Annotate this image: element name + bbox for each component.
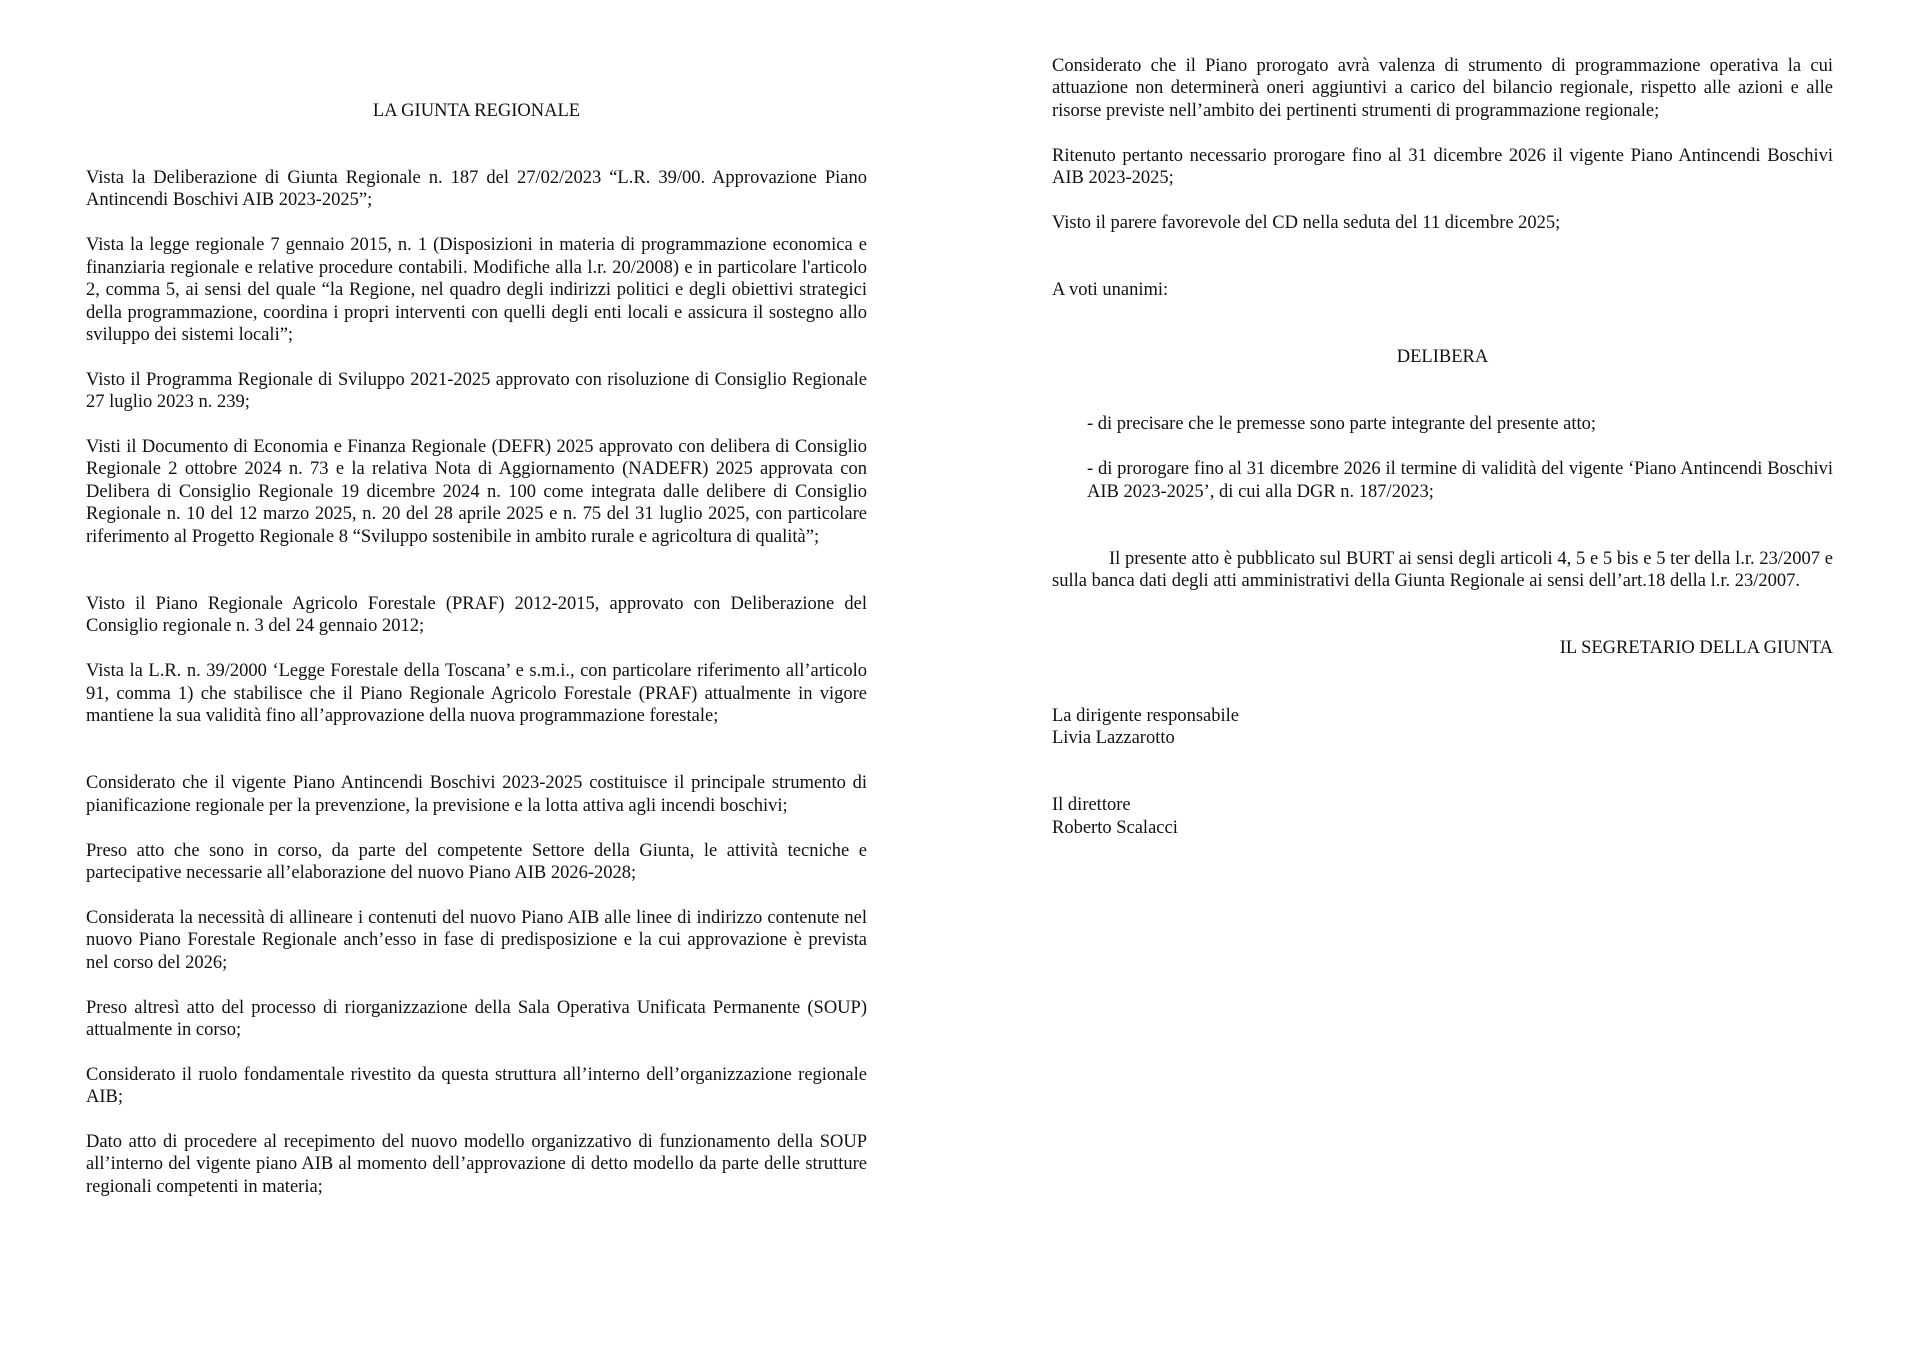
premise-paragraph: Considerato che il Piano prorogato avrà valenza di strumento di programmazione operativa la cui attuazione non determinerà oneri aggiuntivi a carico del bilancio regionale, rispetto alle azioni e alle risorse previste nell’ambito dei pertinenti strumenti di programmazione regionale; (1052, 56, 1833, 121)
resolution-item: - di precisare che le premesse sono parte integrante del presente atto; (1087, 414, 1597, 435)
premise-paragraph: Visto il Piano Regionale Agricolo Forestale (PRAF) 2012-2015, approvato con Deliberazione del Consiglio regionale n. 3 del 24 gennaio 2012; (86, 594, 867, 637)
premise-paragraph: Vista la Deliberazione di Giunta Regionale n. 187 del 27/02/2023 “L.R. 39/00. Approvazione Piano Antincendi Boschivi AIB 2023-2025”; (86, 168, 867, 211)
signatory-name: Livia Lazzarotto (1052, 728, 1175, 749)
vote-line: A voti unanimi: (1052, 280, 1169, 300)
signatory-role: La dirigente responsabile (1052, 705, 1239, 726)
signatory-name: Roberto Scalacci (1052, 817, 1178, 838)
signatory-block (1052, 705, 1833, 750)
premise-paragraph: Preso altresì atto del processo di riorganizzazione della Sala Operativa Unificata Permanente (SOUP) attualmente in corso; (86, 997, 867, 1040)
premise-paragraph: Considerato il ruolo fondamentale rivestito da questa struttura all’interno dell’organizzazione regionale AIB; (86, 1064, 867, 1108)
premise-paragraph: Vista la L.R. n. 39/2000 ‘Legge Forestale della Toscana’ e s.m.i., con particolare riferimento all’articolo 91, comma 1) che stabilisce che il Piano Regionale Agricolo Forestale (PRAF) attualmente in vigore mantiene la sua validità fino all’approvazione della nuova programmazione forestale; (86, 661, 867, 727)
signatory-role: Il direttore (1052, 795, 1131, 816)
delibera-heading: DELIBERA (1396, 347, 1489, 368)
secretary-signature: IL SEGRETARIO DELLA GIUNTA (1559, 638, 1833, 659)
premise-paragraph: Considerata la necessità di allineare i contenuti del nuovo Piano AIB alle linee di indirizzo contenute nel nuovo Piano Forestale Regionale anch’esso in fase di predisposizione e la cui approvazione è prevista nel corso del 2026; (86, 907, 867, 973)
premise-paragraph: Dato atto di procedere al recepimento del nuovo modello organizzativo di funzionamento della SOUP all’interno del vigente piano AIB al momento dell’approvazione di detto modello da parte delle strutture regionali competenti in materia; (86, 1132, 867, 1197)
premise-paragraph: Preso atto che sono in corso, da parte del competente Settore della Giunta, le attività tecniche e partecipative necessarie all’elaborazione del nuovo Piano AIB 2026-2028; (86, 840, 867, 884)
signatory-block (1052, 794, 1833, 839)
premise-paragraph: Visto il parere favorevole del CD nella seduta del 11 dicembre 2025; (1052, 212, 1561, 233)
resolution-item: - di prorogare fino al 31 dicembre 2026 il termine di validità del vigente ‘Piano Antincendi Boschivi AIB 2023-2025’, di cui alla DGR n. 187/2023; (1087, 459, 1833, 502)
premise-paragraph: Visti il Documento di Economia e Finanza Regionale (DEFR) 2025 approvato con delibera di Consiglio Regionale 2 ottobre 2024 n. 73 e la relativa Nota di Aggiornamento (NADEFR) 2025 approvata con Delibera di Consiglio Regionale 19 dicembre 2024 n. 100 come integrata dalle delibere di Consiglio Regionale n. 10 del 12 marzo 2025, n. 20 del 28 aprile 2025 e n. 75 del 31 luglio 2025, con particolare riferimento al Progetto Regionale 8 “Sviluppo sostenibile in ambito rurale e agricoltura di qualità”; (86, 437, 867, 547)
premise-paragraph: Considerato che il vigente Piano Antincendi Boschivi 2023-2025 costituisce il principale strumento di pianificazione regionale per la prevenzione, la previsione e la lotta attiva agli incendi boschivi; (86, 773, 867, 816)
document-title: LA GIUNTA REGIONALE (372, 101, 581, 121)
publication-paragraph: Il presente atto è pubblicato sul BURT ai sensi degli articoli 4, 5 e 5 bis e 5 ter della l.r. 23/2007 e sulla banca dati degli atti amministrativi della Giunta Regionale ai sensi dell’art.18 della l.r. 23/2007. (1052, 548, 1833, 592)
premise-paragraph: Visto il Programma Regionale di Sviluppo 2021-2025 approvato con risoluzione di Consiglio Regionale 27 luglio 2023 n. 239; (86, 369, 867, 413)
right-page (960, 0, 1920, 1358)
premise-paragraph: Ritenuto pertanto necessario prorogare fino al 31 dicembre 2026 il vigente Piano Antincendi Boschivi AIB 2023-2025; (1052, 145, 1833, 189)
premise-paragraph: Vista la legge regionale 7 gennaio 2015, n. 1 (Disposizioni in materia di programmazione economica e finanziaria regionale e relative procedure contabili. Modifiche alla l.r. 20/2008) e in particolare l'articolo 2, comma 5, ai sensi del quale “la Regione, nel quadro degli indirizzi politici e degli obiettivi strategici della programmazione, coordina i propri interventi con quelli degli enti locali e assicura il sostegno allo sviluppo dei sistemi locali”; (86, 235, 867, 345)
